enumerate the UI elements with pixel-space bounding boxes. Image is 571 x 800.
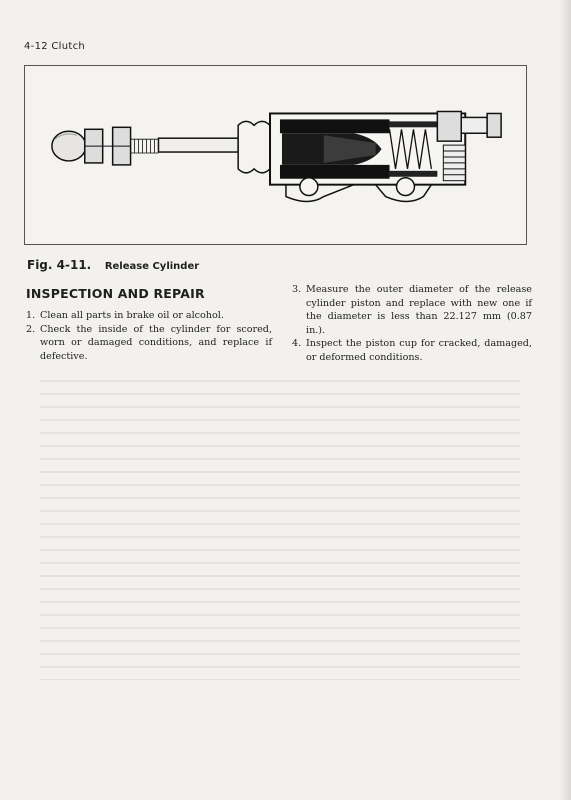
step-text: Clean all parts in brake oil or alcohol. [40, 310, 224, 321]
rod-threads [131, 139, 159, 153]
step-item [26, 309, 272, 323]
step-number: 1. [26, 310, 36, 321]
bleeder-cap [487, 113, 501, 137]
step-list-left [26, 309, 272, 363]
step-text: Measure the outer diameter of the release cylinder piston and replace with new one if the diameter is less than 22.127 mm (0.87 in.). [306, 284, 532, 336]
rod-ball-end [52, 131, 86, 161]
mounting-hole-1 [300, 178, 318, 196]
section-title: INSPECTION AND REPAIR [26, 286, 205, 301]
step-number: 3. [292, 284, 302, 295]
figure-caption [27, 254, 199, 273]
figure-title: Release Cylinder [104, 261, 200, 272]
inlet-fitting [443, 145, 465, 181]
step-item [292, 337, 532, 364]
dust-boot [238, 121, 270, 172]
bleeder-screw [461, 117, 487, 133]
step-number: 4. [292, 338, 302, 350]
step-text: Check the inside of the cylinder for scored, worn or damaged conditions, and replace if defective. [40, 323, 272, 362]
release-cylinder-figure [24, 65, 527, 245]
step-text: Inspect the piston cup for cracked, damaged, or deformed conditions. [306, 338, 532, 363]
release-cylinder-drawing [25, 66, 526, 244]
show-through-text [40, 380, 520, 680]
page-header: 4-12 Clutch [24, 41, 86, 52]
left-column [26, 286, 272, 363]
step-list-right [292, 283, 532, 365]
bleeder-body [437, 111, 461, 141]
step-item [26, 323, 272, 364]
right-column [292, 283, 532, 365]
mounting-hole-2 [397, 178, 415, 196]
page-edge-shadow [559, 0, 571, 800]
step-item [292, 283, 532, 337]
figure-number: Fig. 4-11. [27, 258, 92, 272]
push-rod [158, 138, 238, 152]
step-number: 2. [26, 323, 36, 335]
